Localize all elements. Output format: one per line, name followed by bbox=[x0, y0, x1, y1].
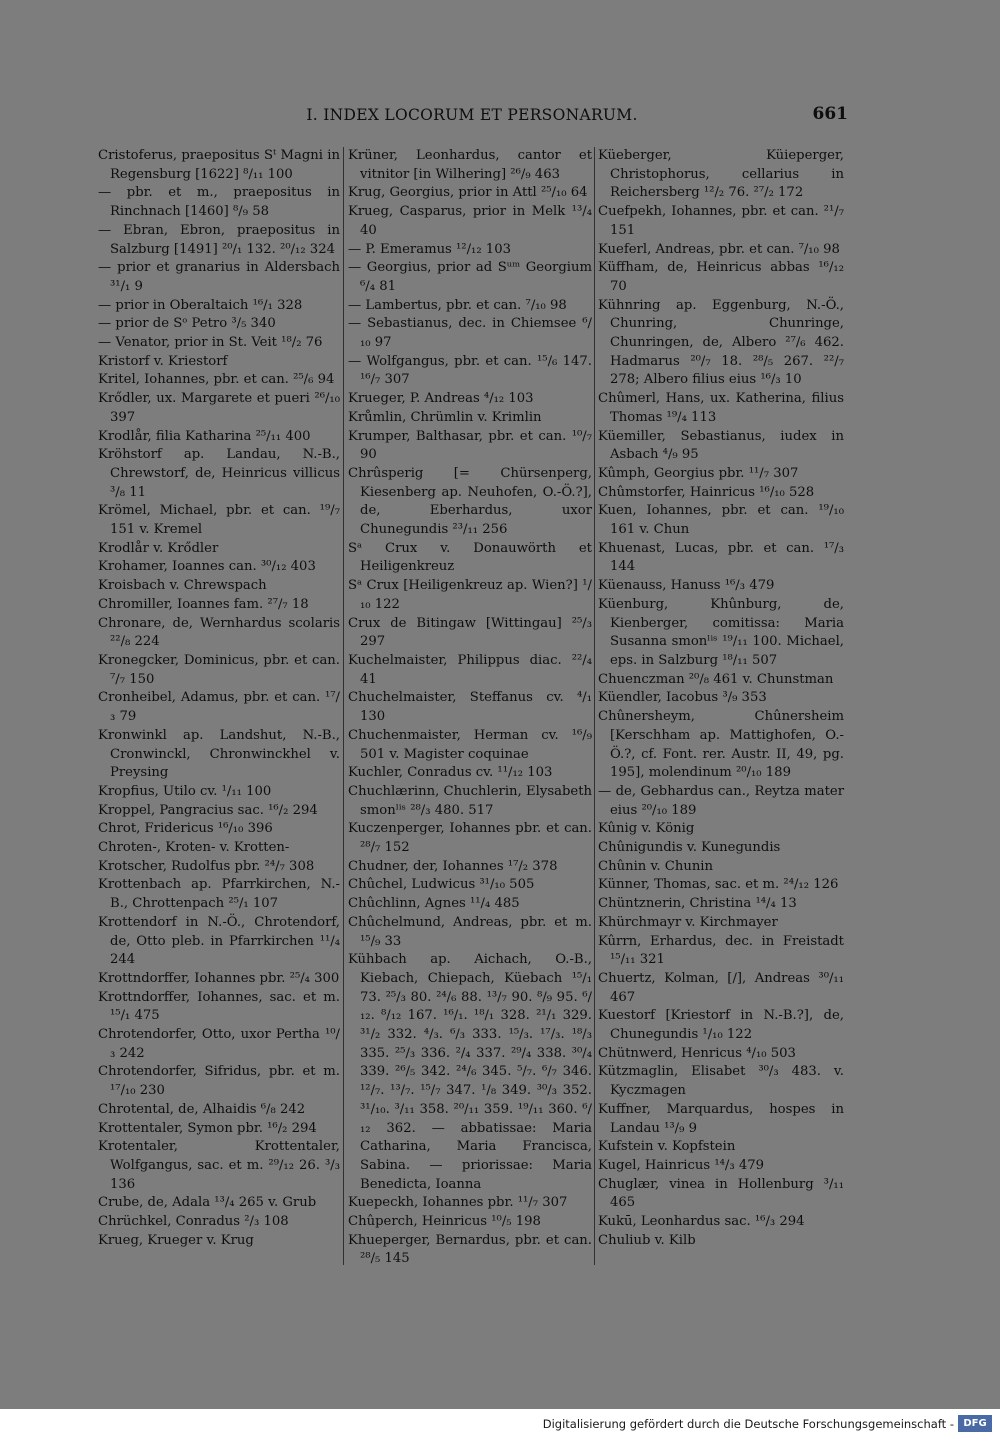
index-entry: Küemiller, Sebastianus, iudex in Asbach ⁴/₉ 95 bbox=[598, 428, 844, 463]
index-entry: — Ebran, Ebron, praepositus in Salzburg [1491] ²⁰/₁ 132. ²⁰/₁₂ 324 bbox=[98, 222, 340, 257]
index-entry: Krug, Georgius, prior in Attl ²⁵/₁₀ 64 bbox=[348, 185, 588, 201]
index-entry: Kroppel, Pangracius sac. ¹⁶/₂ 294 bbox=[98, 802, 318, 818]
index-entry: Chrot, Fridericus ¹⁶/₁₀ 396 bbox=[98, 821, 273, 837]
index-entry: Cristoferus, praepositus Sᵗ Magni in Regensburg [1622] ⁸/₁₁ 100 bbox=[98, 148, 340, 182]
index-entry: Chronare, de, Wernhardus scolaris ²²/₈ 224 bbox=[98, 615, 340, 650]
index-entry: — Venator, prior in St. Veit ¹⁸/₂ 76 bbox=[98, 335, 323, 351]
index-entry: Chudner, der, Iohannes ¹⁷/₂ 378 bbox=[348, 858, 558, 874]
index-entry: — P. Emeramus ¹²/₁₂ 103 bbox=[348, 241, 511, 257]
index-entry: Khueperger, Bernardus, pbr. et can. ²⁸/₅ 145 bbox=[348, 1232, 592, 1267]
index-entry: Kueferl, Andreas, pbr. et can. ⁷/₁₀ 98 bbox=[598, 241, 840, 257]
index-entry: Kukū, Leonhardus sac. ¹⁶/₃ 294 bbox=[598, 1214, 805, 1230]
index-entry: Cronheibel, Adamus, pbr. et can. ¹⁷/₃ 79 bbox=[98, 690, 340, 725]
index-entry: Künner, Thomas, sac. et m. ²⁴/₁₂ 126 bbox=[598, 877, 839, 893]
index-entry: — prior et granarius in Aldersbach ³¹/₁ 9 bbox=[98, 260, 340, 294]
index-entry: Kropfius, Utilo cv. ¹/₁₁ 100 bbox=[98, 783, 272, 799]
index-entry: Kuen, Iohannes, pbr. et can. ¹⁹/₁₀ 161 v. Chun bbox=[598, 503, 844, 538]
page-header bbox=[96, 106, 848, 132]
index-column-2 bbox=[348, 147, 592, 1269]
index-entry: Chuliub v. Kilb bbox=[598, 1232, 696, 1248]
index-entry: — Wolfgangus, pbr. et can. ¹⁵/₆ 147. ¹⁶/₇ 307 bbox=[348, 353, 592, 388]
column-divider bbox=[594, 147, 595, 1265]
index-entry: Krueger, P. Andreas ⁴/₁₂ 103 bbox=[348, 391, 534, 407]
index-entry: Krottndorffer, Iohannes, sac. et m. ¹⁵/₁ 475 bbox=[98, 989, 340, 1024]
index-entry: Chûchlinn, Agnes ¹¹/₄ 485 bbox=[348, 896, 520, 912]
index-entry: Küeberger, Küieperger, Christophorus, cellarius in Reichersberg ¹²/₂ 76. ²⁷/₂ 172 bbox=[598, 148, 844, 201]
index-entry: Krömel, Michael, pbr. et can. ¹⁹/₇ 151 v. Kremel bbox=[98, 503, 340, 538]
index-entry: Krumper, Balthasar, pbr. et can. ¹⁰/₇ 90 bbox=[348, 428, 592, 463]
index-entry: Krotentaler, Krottentaler, Wolfgangus, sac. et m. ²⁹/₁₂ 26. ³/₃ 136 bbox=[98, 1139, 340, 1192]
index-entry: Kronwinkl ap. Landshut, N.-B., Cronwinckl, Chronwinckhel v. Preysing bbox=[98, 727, 340, 781]
index-entry: Kufstein v. Kopfstein bbox=[598, 1139, 736, 1155]
index-entry: Chûnersheym, Chûnersheim [Kerschham ap. Mattighofen, O.-Ö.?, cf. Font. rer. Austr. II, 49, pg. 195], molendinum ²⁰/₁₀ 189 bbox=[598, 709, 844, 781]
index-entry: Krottendorf in N.-Ö., Chrotendorf, de, Otto pleb. in Pfarrkirchen ¹¹/₄ 244 bbox=[98, 914, 340, 968]
index-entry: Chuchlærinn, Chuchlerin, Elysabeth smonˡⁱˢ ²⁸/₃ 480. 517 bbox=[348, 783, 592, 818]
index-entry: Kuchelmaister, Philippus diac. ²²/₄ 41 bbox=[348, 652, 592, 687]
index-entry: Krődler, ux. Margarete et pueri ²⁶/₁₀ 397 bbox=[98, 391, 340, 425]
index-entry: Sᵃ Crux v. Donauwörth et Heiligenkreuz bbox=[348, 540, 592, 575]
index-entry: Chrüchkel, Conradus ²/₃ 108 bbox=[98, 1214, 289, 1230]
index-entry: Chûnin v. Chunin bbox=[598, 858, 714, 874]
index-entry: Crube, de, Adala ¹³/₄ 265 v. Grub bbox=[98, 1195, 317, 1211]
index-entry: Khuenast, Lucas, pbr. et can. ¹⁷/₃ 144 bbox=[598, 540, 844, 575]
index-entry: Krottndorffer, Iohannes pbr. ²⁵/₄ 300 bbox=[98, 970, 340, 986]
page-number: 661 bbox=[812, 104, 848, 124]
index-entry: Chuertz, Kolman, [/], Andreas ³⁰/₁₁ 467 bbox=[598, 970, 844, 1005]
index-entry: Chûmerl, Hans, ux. Katherina, filius Thomas ¹⁹/₄ 113 bbox=[598, 391, 844, 425]
index-entry: Kugel, Hainricus ¹⁴/₃ 479 bbox=[598, 1157, 765, 1173]
index-column-1 bbox=[98, 147, 340, 1250]
index-entry: Krohamer, Ioannes can. ³⁰/₁₂ 403 bbox=[98, 559, 316, 575]
index-entry: Chrotental, de, Alhaidis ⁶/₈ 242 bbox=[98, 1101, 306, 1117]
funding-note: Digitalisierung gefördert durch die Deutsche Forschungsgemeinschaft - bbox=[542, 1417, 954, 1431]
index-entry: Krueg, Casparus, prior in Melk ¹³/₄ 40 bbox=[348, 204, 592, 238]
dfg-logo: DFG bbox=[958, 1415, 992, 1432]
index-entry: Kristorf v. Kriestorf bbox=[98, 353, 228, 369]
index-entry: Crux de Bitingaw [Wittingau] ²⁵/₃ 297 bbox=[348, 615, 592, 650]
index-entry: Kützmaglin, Elisabet ³⁰/₃ 483. v. Kyczmagen bbox=[598, 1064, 844, 1099]
index-entry: Krüner, Leonhardus, cantor et vitnitor [in Wilhering] ²⁶/₉ 463 bbox=[348, 148, 592, 182]
index-entry: Sᵃ Crux [Heiligenkreuz ap. Wien?] ¹/₁₀ 122 bbox=[348, 578, 592, 612]
index-entry: Chroten-, Kroten- v. Krotten- bbox=[98, 840, 290, 856]
index-entry: Chûchelmund, Andreas, pbr. et m. ¹⁵/₉ 33 bbox=[348, 914, 592, 949]
index-entry: Küenauss, Hanuss ¹⁶/₃ 479 bbox=[598, 578, 775, 594]
index-entry: Chütnwerd, Henricus ⁴/₁₀ 503 bbox=[598, 1045, 796, 1061]
index-entry: Kühnring ap. Eggenburg, N.-Ö., Chunring, Chunringe, Chunringen, de, Albero ²⁷/₆ 462. Hadmarus ²⁰/₇ 18. ²⁸/₅ 267. ²²/₇ 278; Albero filius eius ¹⁶/₃ 10 bbox=[598, 297, 844, 388]
index-entry: Kûmph, Georgius pbr. ¹¹/₇ 307 bbox=[598, 465, 799, 481]
index-entry: — prior in Oberaltaich ¹⁶/₁ 328 bbox=[98, 297, 303, 313]
index-column-3 bbox=[598, 147, 844, 1250]
index-entry: Chuenczman ²⁰/₈ 461 v. Chunstman bbox=[598, 671, 834, 687]
running-title: I. INDEX LOCORUM ET PERSONARUM. bbox=[306, 106, 638, 124]
index-entry: Kronegcker, Dominicus, pbr. et can. ⁷/₇ 150 bbox=[98, 652, 340, 687]
column-divider bbox=[343, 147, 344, 1265]
index-entry: Kroisbach v. Chrewspach bbox=[98, 578, 267, 594]
index-entry: — Georgius, prior ad Sᵘᵐ Georgium ⁶/₄ 81 bbox=[348, 260, 592, 294]
index-entry: Kröhstorf ap. Landau, N.-B., Chrewstorf, de, Heinricus villicus ³/₈ 11 bbox=[98, 447, 340, 500]
index-entry: Krottentaler, Symon pbr. ¹⁶/₂ 294 bbox=[98, 1120, 317, 1136]
index-entry: Kuchler, Conradus cv. ¹¹/₁₂ 103 bbox=[348, 765, 553, 781]
index-entry: Kühbach ap. Aichach, O.-B., Kiebach, Chiepach, Küebach ¹⁵/₁ 73. ²⁵/₃ 80. ²⁴/₆ 88. ¹³/₇ 90. ⁸/₉ 95. ⁶/₁₂. ⁸/₁₂ 167. ¹⁶/₁. ¹⁸/₁ 328. ²¹/₁ 329. ³¹/₂ 332. ⁴/₃. ⁶/₃ 333. ¹⁵/₃. ¹⁷/₃. ¹⁸/₃ 335. ²⁵/₃ 336. ²/₄ 337. ²⁹/₄ 338. ³⁰/₄ 339. ²⁶/₅ 342. ²⁴/₆ 345. ⁵/₇. ⁶/₇ 346. ¹²/₇. ¹³/₇. ¹⁵/₇ 347. ¹/₈ 349. ³⁰/₃ 352. ³¹/₁₀. ³/₁₁ 358. ²⁰/₁₁ 359. ¹⁹/₁₁ 360. ⁶/₁₂ 362. — abbatissae: Maria Catharina, Maria Francisca, Sabina. — priorissae: Maria Benedicta, Ioanna bbox=[348, 952, 592, 1192]
index-entry: Krodlår v. Krődler bbox=[98, 540, 219, 556]
index-entry: Küffham, de, Heinricus abbas ¹⁶/₁₂ 70 bbox=[598, 260, 844, 294]
index-entry: Chrotendorfer, Sifridus, pbr. et m. ¹⁷/₁₀ 230 bbox=[98, 1064, 340, 1099]
index-entry: Chrûsperig [= Chürsenperg, Kiesenberg ap. Neuhofen, O.-Ö.?], de, Eberhardus, uxor Chunegundis ²³/₁₁ 256 bbox=[348, 465, 592, 538]
index-entry: Chûmstorfer, Hainricus ¹⁶/₁₀ 528 bbox=[598, 484, 815, 500]
index-entry: — prior de Sᵒ Petro ³/₅ 340 bbox=[98, 316, 276, 332]
index-entry: Chrotendorfer, Otto, uxor Pertha ¹⁰/₃ 242 bbox=[98, 1027, 340, 1061]
index-entry: Kritel, Iohannes, pbr. et can. ²⁵/₆ 94 bbox=[98, 372, 335, 388]
index-entry: Cuefpekh, Iohannes, pbr. et can. ²¹/₇ 151 bbox=[598, 204, 844, 238]
index-entry: — Sebastianus, dec. in Chiemsee ⁶/₁₀ 97 bbox=[348, 316, 592, 351]
index-entry: Krottenbach ap. Pfarrkirchen, N.-B., Chrottenpach ²⁵/₁ 107 bbox=[98, 877, 340, 912]
index-entry: Krueg, Krueger v. Krug bbox=[98, 1232, 254, 1248]
footer-bar bbox=[0, 1409, 1000, 1439]
index-entry: Krotscher, Rudolfus pbr. ²⁴/₇ 308 bbox=[98, 858, 315, 874]
index-entry: — Lambertus, pbr. et can. ⁷/₁₀ 98 bbox=[348, 297, 567, 313]
index-entry: Kuestorf [Kriestorf in N.-B.?], de, Chunegundis ¹/₁₀ 122 bbox=[598, 1008, 844, 1043]
index-entry: — pbr. et m., praepositus in Rinchnach [1460] ⁸/₉ 58 bbox=[98, 185, 340, 220]
index-entry: Küenburg, Khûnburg, de, Kienberger, comitissa: Maria Susanna smonˡⁱˢ ¹⁹/₁₁ 100. Michael, eps. in Salzburg ¹⁸/₁₁ 507 bbox=[598, 596, 844, 668]
index-entry: Chuchenmaister, Herman cv. ¹⁶/₉ 501 v. Magister coquinae bbox=[348, 727, 592, 762]
index-entry: Kuepeckh, Iohannes pbr. ¹¹/₇ 307 bbox=[348, 1195, 568, 1211]
index-entry: Kuffner, Marquardus, hospes in Landau ¹³/₉ 9 bbox=[598, 1101, 844, 1136]
index-entry: Chûchel, Ludwicus ³¹/₁₀ 505 bbox=[348, 877, 535, 893]
index-entry: — de, Gebhardus can., Reytza mater eius ²⁰/₁₀ 189 bbox=[598, 783, 844, 818]
index-entry: Kuczenperger, Iohannes pbr. et can. ²⁸/₇ 152 bbox=[348, 821, 592, 856]
index-entry: Chuchelmaister, Steffanus cv. ⁴/₁ 130 bbox=[348, 690, 592, 725]
index-entry: Chûnigundis v. Kunegundis bbox=[598, 840, 781, 856]
index-entry: Chüntznerin, Christina ¹⁴/₄ 13 bbox=[598, 896, 797, 912]
index-entry: Krodlår, filia Katharina ²⁵/₁₁ 400 bbox=[98, 428, 311, 444]
index-entry: Chromiller, Ioannes fam. ²⁷/₇ 18 bbox=[98, 596, 309, 612]
index-entry: Khürchmayr v. Kirchmayer bbox=[598, 914, 778, 930]
index-entry: Küendler, Iacobus ³/₉ 353 bbox=[598, 690, 767, 706]
index-entry: Chûperch, Heinricus ¹⁰/₅ 198 bbox=[348, 1214, 541, 1230]
index-entry: Kûnig v. König bbox=[598, 821, 695, 837]
index-entry: Chuglær, vinea in Hollenburg ³/₁₁ 465 bbox=[598, 1176, 844, 1211]
index-entry: Krůmlin, Chrümlin v. Krimlin bbox=[348, 409, 542, 425]
index-entry: Kûrrn, Erhardus, dec. in Freistadt ¹⁵/₁₁ 321 bbox=[598, 933, 844, 968]
